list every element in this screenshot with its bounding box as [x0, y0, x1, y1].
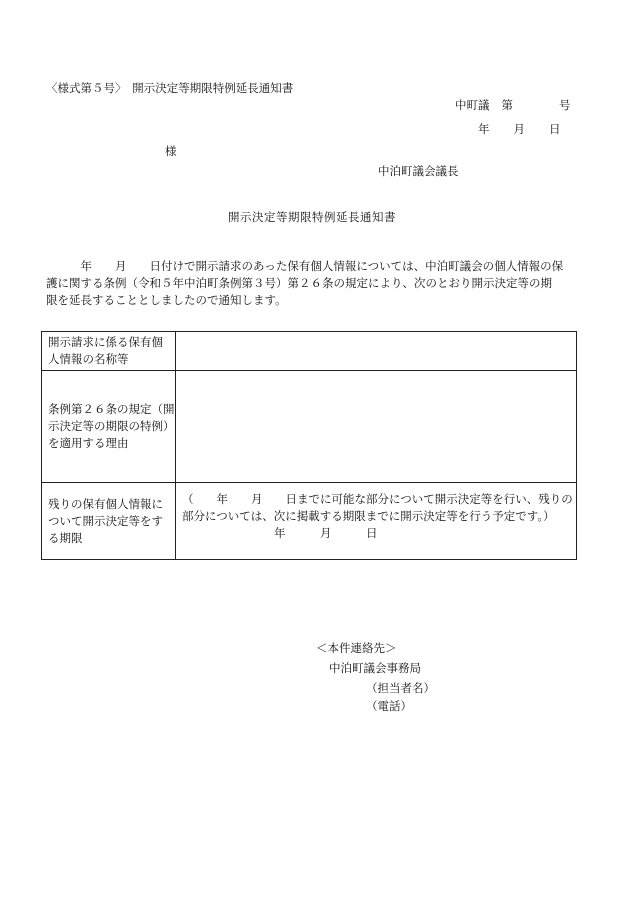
form-label: 〈様式第５号〉 開示決定等期限特例延長通知書 — [46, 81, 294, 95]
row3-value: （ 年 月 日までに可能な部分について開示決定等を行い、残りの 部分については、次に掲載する期限までに開示決定等を行う予定です。） 年 月 日 — [176, 483, 577, 560]
document-number-go: 号 — [559, 98, 571, 112]
contact-heading: ＜本件連絡先＞ — [316, 641, 397, 655]
body-line: 限を延長することとしましたので通知します。 — [46, 293, 287, 307]
row2-value — [176, 371, 577, 483]
date-year: 年 — [478, 122, 490, 136]
row1-label: 開示請求に係る保有個 人情報の名称等 — [42, 332, 176, 371]
document-date — [478, 121, 561, 137]
info-table — [41, 331, 577, 560]
document-number — [455, 97, 571, 113]
sender: 中泊町議会議長 — [378, 164, 459, 178]
table-row — [42, 483, 577, 560]
contact-office: 中泊町議会事務局 — [329, 661, 421, 675]
table-row — [42, 332, 577, 371]
contact-person: （担当者名） — [366, 681, 435, 695]
row2-label: 条例第２６条の規定（開 示決定等の期限の特例） を適用する理由 — [42, 371, 176, 483]
date-day: 日 — [549, 122, 561, 136]
body-line: 年 月 日付けで開示請求のあった保有個人情報については、中泊町議会の個人情報の保 — [46, 259, 564, 273]
document-number-dai: 第 — [501, 98, 513, 112]
table-row — [42, 371, 577, 483]
body-line: 護に関する条例（令和５年中泊町条例第３号）第２６条の規定により、次のとおり開示決定等の期 — [46, 276, 552, 290]
document-number-prefix: 中町議 — [455, 98, 490, 112]
date-month: 月 — [513, 122, 525, 136]
row1-value — [176, 332, 577, 371]
contact-tel: （電話） — [366, 699, 412, 713]
recipient: 様 — [165, 144, 177, 158]
document-title: 開示決定等期限特例延長通知書 — [228, 210, 396, 224]
row3-label: 残りの保有個人情報に ついて開示決定等をす る期限 — [42, 483, 176, 560]
body-paragraph — [46, 258, 589, 309]
